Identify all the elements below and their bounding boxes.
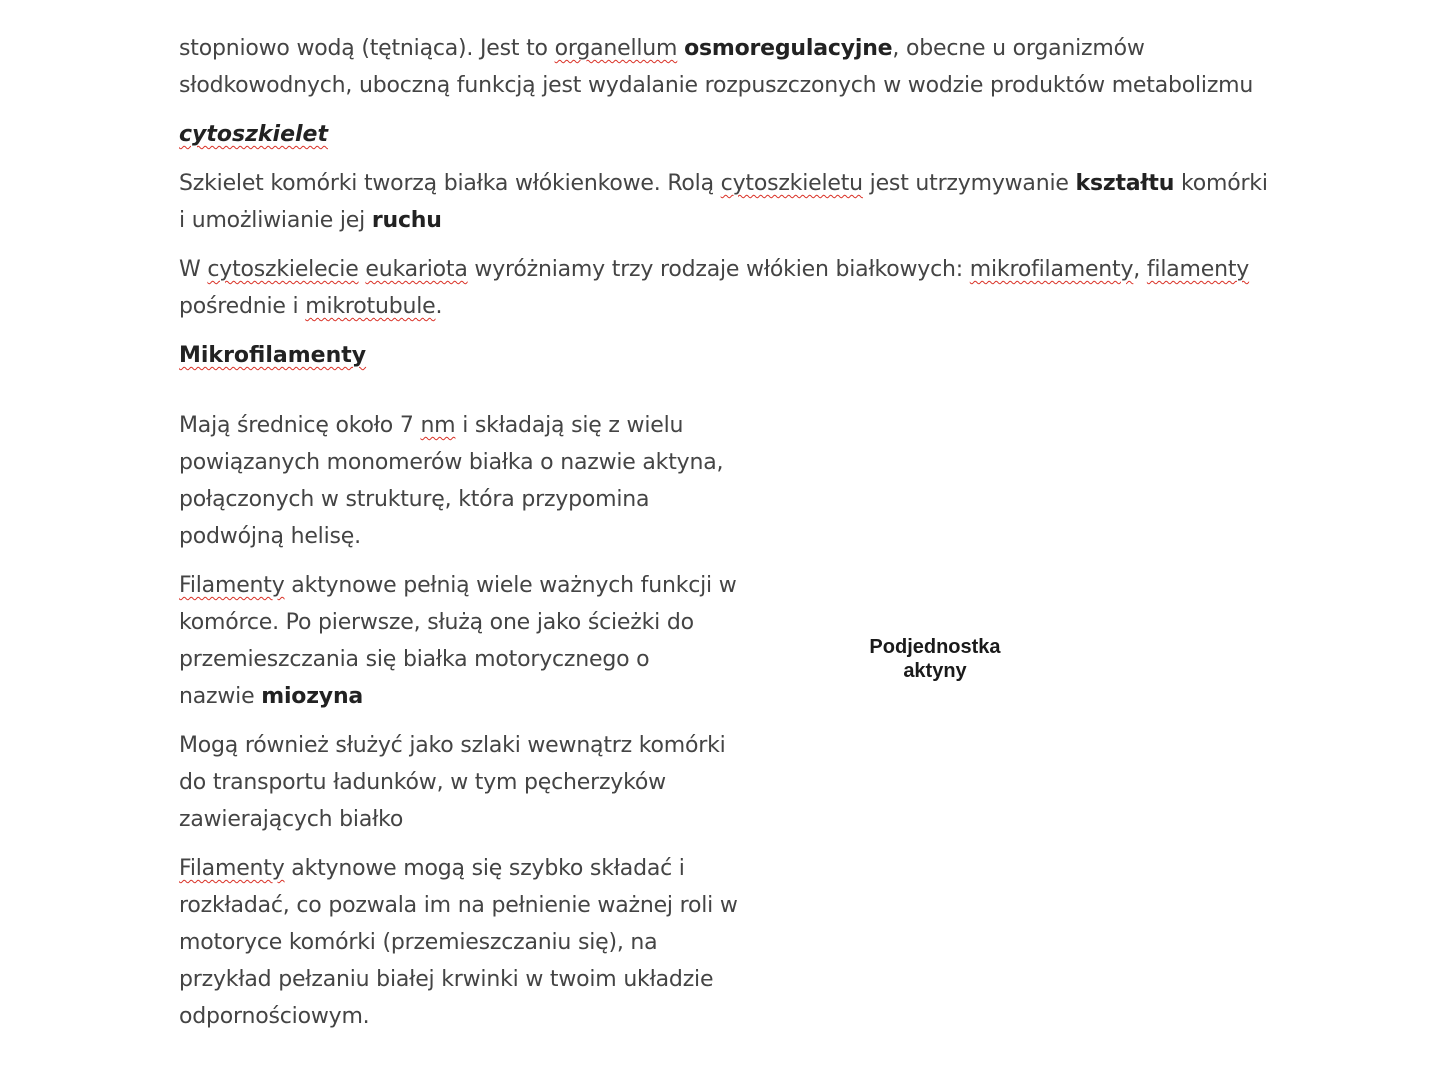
label-line: aktyny — [903, 660, 967, 682]
heading-text: Mikrofilamenty — [179, 343, 367, 368]
heading-text: cytoszkielet — [179, 122, 328, 147]
actin-subunit-label — [859, 635, 1011, 683]
microfilaments-paragraph-2 — [179, 567, 749, 715]
text-run: przemieszczania się białka motorycznego o — [179, 647, 650, 672]
text-run: , — [1133, 257, 1147, 282]
text-run: wyróżniamy trzy rodzaje włókien białkowych: — [467, 257, 970, 282]
text-run: Mają średnicę około 7 — [179, 413, 421, 438]
text-run: podwójną helisę. — [179, 524, 361, 549]
spellcheck-word: Filamenty — [179, 573, 285, 598]
bold-term: miozyna — [261, 684, 364, 709]
spellcheck-word: filamenty — [1146, 257, 1250, 282]
spellcheck-word: mikrofilamenty — [969, 257, 1134, 282]
text-run: aktynowe pełnią wiele ważnych funkcji w — [284, 573, 737, 598]
microfilaments-paragraph-3 — [179, 727, 749, 838]
text-run: do transportu ładunków, w tym pęcherzyków — [179, 770, 666, 795]
text-run: komórki — [1174, 171, 1268, 196]
spellcheck-word: cytoszkieletu — [720, 171, 863, 196]
text-run: aktynowe mogą się szybko składać i — [284, 856, 685, 881]
spellcheck-word: nm — [420, 413, 456, 438]
text-run: połączonych w strukturę, która przypomina — [179, 487, 650, 512]
intro-text: słodkowodnych, uboczną funkcją jest wydalanie rozpuszczonych w wodzie produktów metabolizmu — [179, 73, 1254, 98]
spellcheck-word: eukariota — [365, 257, 468, 282]
spellcheck-word: mikrotubule — [305, 294, 436, 319]
text-run: jest utrzymywanie — [862, 171, 1076, 196]
section-heading-cytoskeleton — [179, 116, 1269, 153]
spellcheck-word: Filamenty — [179, 856, 285, 881]
intro-text: stopniowo wodą (tętniąca). Jest to — [179, 36, 555, 61]
bold-term: kształtu — [1075, 171, 1175, 196]
text-run: Szkielet komórki tworzą białka włókienkowe. Rolą — [179, 171, 721, 196]
text-run: Mogą również służyć jako szlaki wewnątrz komórki — [179, 733, 726, 758]
text-run: powiązanych monomerów białka o nazwie aktyna, — [179, 450, 724, 475]
text-run: przykład pełzaniu białej krwinki w twoim układzie — [179, 967, 714, 992]
intro-text: , obecne u organizmów — [892, 36, 1145, 61]
text-run: . — [435, 294, 443, 319]
text-run: i umożliwianie jej — [179, 208, 372, 233]
cytoskeleton-paragraph-1 — [179, 165, 1269, 239]
section-heading-microfilaments — [179, 337, 1269, 374]
text-run: pośrednie i — [179, 294, 306, 319]
text-run: nazwie — [179, 684, 262, 709]
text-run: zawierających białko — [179, 807, 404, 832]
microfilaments-section — [179, 407, 1269, 1047]
text-run: rozkładać, co pozwala im na pełnienie ważnej roli w — [179, 893, 738, 918]
text-run: komórce. Po pierwsze, służą one jako ścieżki do — [179, 610, 694, 635]
text-run: W — [179, 257, 208, 282]
spellcheck-word: cytoszkielecie — [207, 257, 359, 282]
bold-term: ruchu — [371, 208, 442, 233]
text-run: odpornościowym. — [179, 1004, 370, 1029]
intro-paragraph — [179, 30, 1269, 104]
bold-term: osmoregulacyjne — [684, 36, 893, 61]
spellcheck-word: organellum — [554, 36, 678, 61]
document-page — [179, 30, 1269, 1047]
label-line: Podjednostka — [869, 636, 1001, 658]
microfilaments-paragraph-4 — [179, 850, 749, 1035]
microfilaments-paragraph-1 — [179, 407, 749, 555]
actin-filament-figure — [859, 407, 1179, 917]
text-run: motoryce komórki (przemieszczaniu się), na — [179, 930, 658, 955]
microfilaments-text-column — [179, 407, 749, 1035]
cytoskeleton-paragraph-2 — [179, 251, 1269, 325]
text-run: i składają się z wielu — [455, 413, 684, 438]
